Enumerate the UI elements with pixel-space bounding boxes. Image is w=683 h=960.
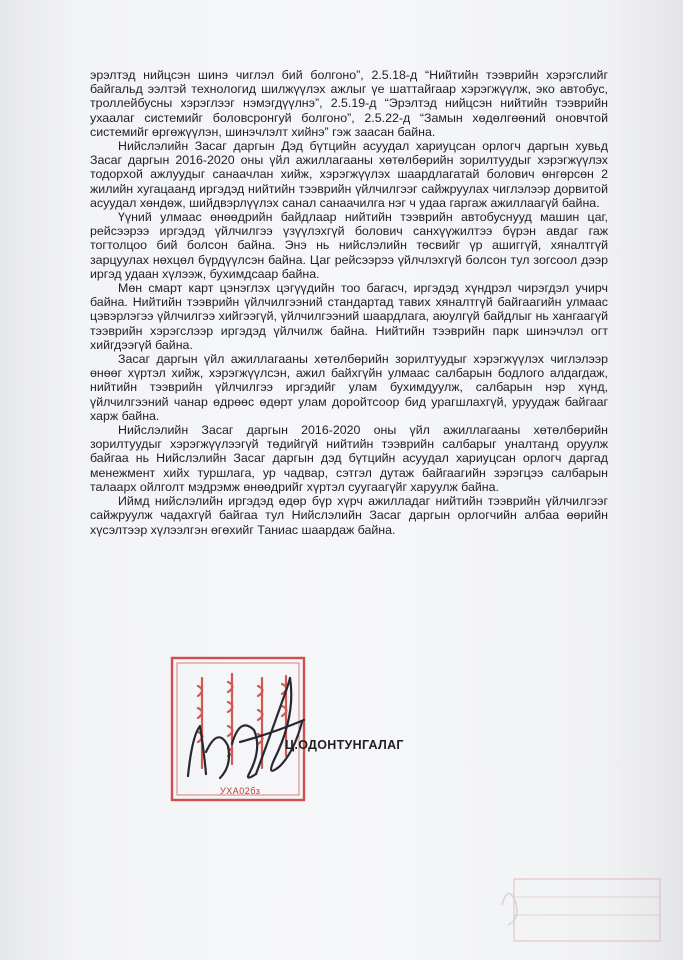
paragraph: Мөн смарт карт цэнэглэх цэгүүдийн тоо багасч, иргэдэд хүндрэл чирэгдэл учирч байна. Нийтийн тээврийн үйлчилгээний стандартад тавих хяналтгүй байгаагийн улмаас цэвэрлэгээ үйлчилгээ хийгээгүй, үйлчилгээний шаардлага, аюулгүй байдлыг нь хангаагүй тээврийн хэрэгслээр иргэдэд үйлчилж байна. Нийтийн тээврийн парк шинэчлэл огт хийгдээгүй байна. <box>90 281 608 352</box>
paragraph: Үүний улмаас өнөөдрийн байдлаар нийтийн тээврийн автобуснууд машин цаг, рейсээрээ иргэдэд үйлчилгээ үзүүлэхгүй болович санхүүжилтээ бүрэн авдаг гаж тогтолцоо бий болсон байна. Энэ нь нийслэлийн төсвийг үр ашиггүй, хяналтгүй зарцуулах нөхцөл бүрдүүлсэн байна. Цаг рейсээрээ үйлчлэхгүй болсон тул зогсоол дээр иргэд удаан хүлээж, бухимдсаар байна. <box>90 210 608 281</box>
letter-body <box>90 68 608 537</box>
paragraph: Иймд нийслэлийн иргэдэд өдөр бүр хүрч ажилладаг нийтийн тээврийн үйлчилгээг сайжруулж чадахгүй байгаа тул Нийслэлийн Засаг даргын орлогчийн албаа өөрийн хүсэлтээр хүлээлгэн өгөхийг Таниас шаардаж байна. <box>90 494 608 537</box>
signature-icon <box>170 656 395 804</box>
signer-name: Ц.ОДОНТУНГАЛАГ <box>285 738 404 752</box>
seal-code: УХА02бз <box>220 786 261 796</box>
paragraph: Нийслэлийн Засаг даргын Дэд бүтцийн асуудал хариуцсан орлогч даргын хувьд Засаг даргын 2016-2020 оны үйл ажиллагааны хөтөлбөрийн зорилтуудыг хэрэгжүүлэх тодорхой ажлуудыг санаачлан хийж, хэрэгжүүлэх шаардлагатай болович өнгөрсөн 2 жилийн хугацаанд иргэдэд нийтийн тээврийн үйлчилгээг сайжруулах чиглэлээр дорвитой асуудал хөндөж, шийдвэрлүүлэх санал санаачилга нэг ч удаа гаргаж ажиллаагүй байна. <box>90 139 608 210</box>
paragraph: Нийслэлийн Засаг даргын 2016-2020 оны үйл ажиллагааны хөтөлбөрийн зорилтуудыг хэрэгжүүлээгүй төдийгүй нийтийн тээврийн салбарыг уналтанд оруулж байгаа нь Нийслэлийн Засаг даргын дэд бүтцийн асуудал хариуцсан орлогч даргад менежмент хийх туршлага, ур чадвар, сэтгэл дутаж байгаагийн зэрэгцээ салбарын талаарх ойлголт мэдрэмж өнөөдрийг хүртэл суугаагүйг харуулж байна. <box>90 423 608 494</box>
registration-stamp <box>498 875 663 945</box>
registration-stamp-icon <box>498 875 663 945</box>
paragraph: Засаг даргын үйл ажиллагааны хөтөлбөрийн зорилтуудыг хэрэгжүүлэх чиглэлээр өнөөг хүртэл хийж, хэрэгжүүлсэн, ажил байхгүйн улмаас салбарын бодлого алдагдаж, нийтийн тээврийн үйлчилгээ иргэдийг улам бухимдуулж, салбарын нэр хүнд, үйлчилгээний чанар өдрөөс өдөрт улам доройтсоор бид урагшлахгүй, уруудаж байгааг харж байна. <box>90 352 608 423</box>
signature-block <box>170 656 395 804</box>
paragraph-continuation: эрэлтэд нийцсэн шинэ чиглэл бий болгоно”, 2.5.18-д “Нийтийн тээврийн хэрэгслийг байгальд ээлтэй технологид шилжүүлэх ажлыг үе шаттайгаар хэрэгжүүлж, эко автобус, троллейбусны хэрэглээг нэмэгдүүлнэ”, 2.5.19-д “Эрэлтэд нийцсэн нийтийн тээврийн ухаалаг системийг боловсронгуй болгоно”, 2.5.22-д “Замын хөдөлгөөний оновчтой системийг өргөжүүлэн, шинэчлэлт хийнэ” гэж заасан байна. <box>90 68 608 139</box>
